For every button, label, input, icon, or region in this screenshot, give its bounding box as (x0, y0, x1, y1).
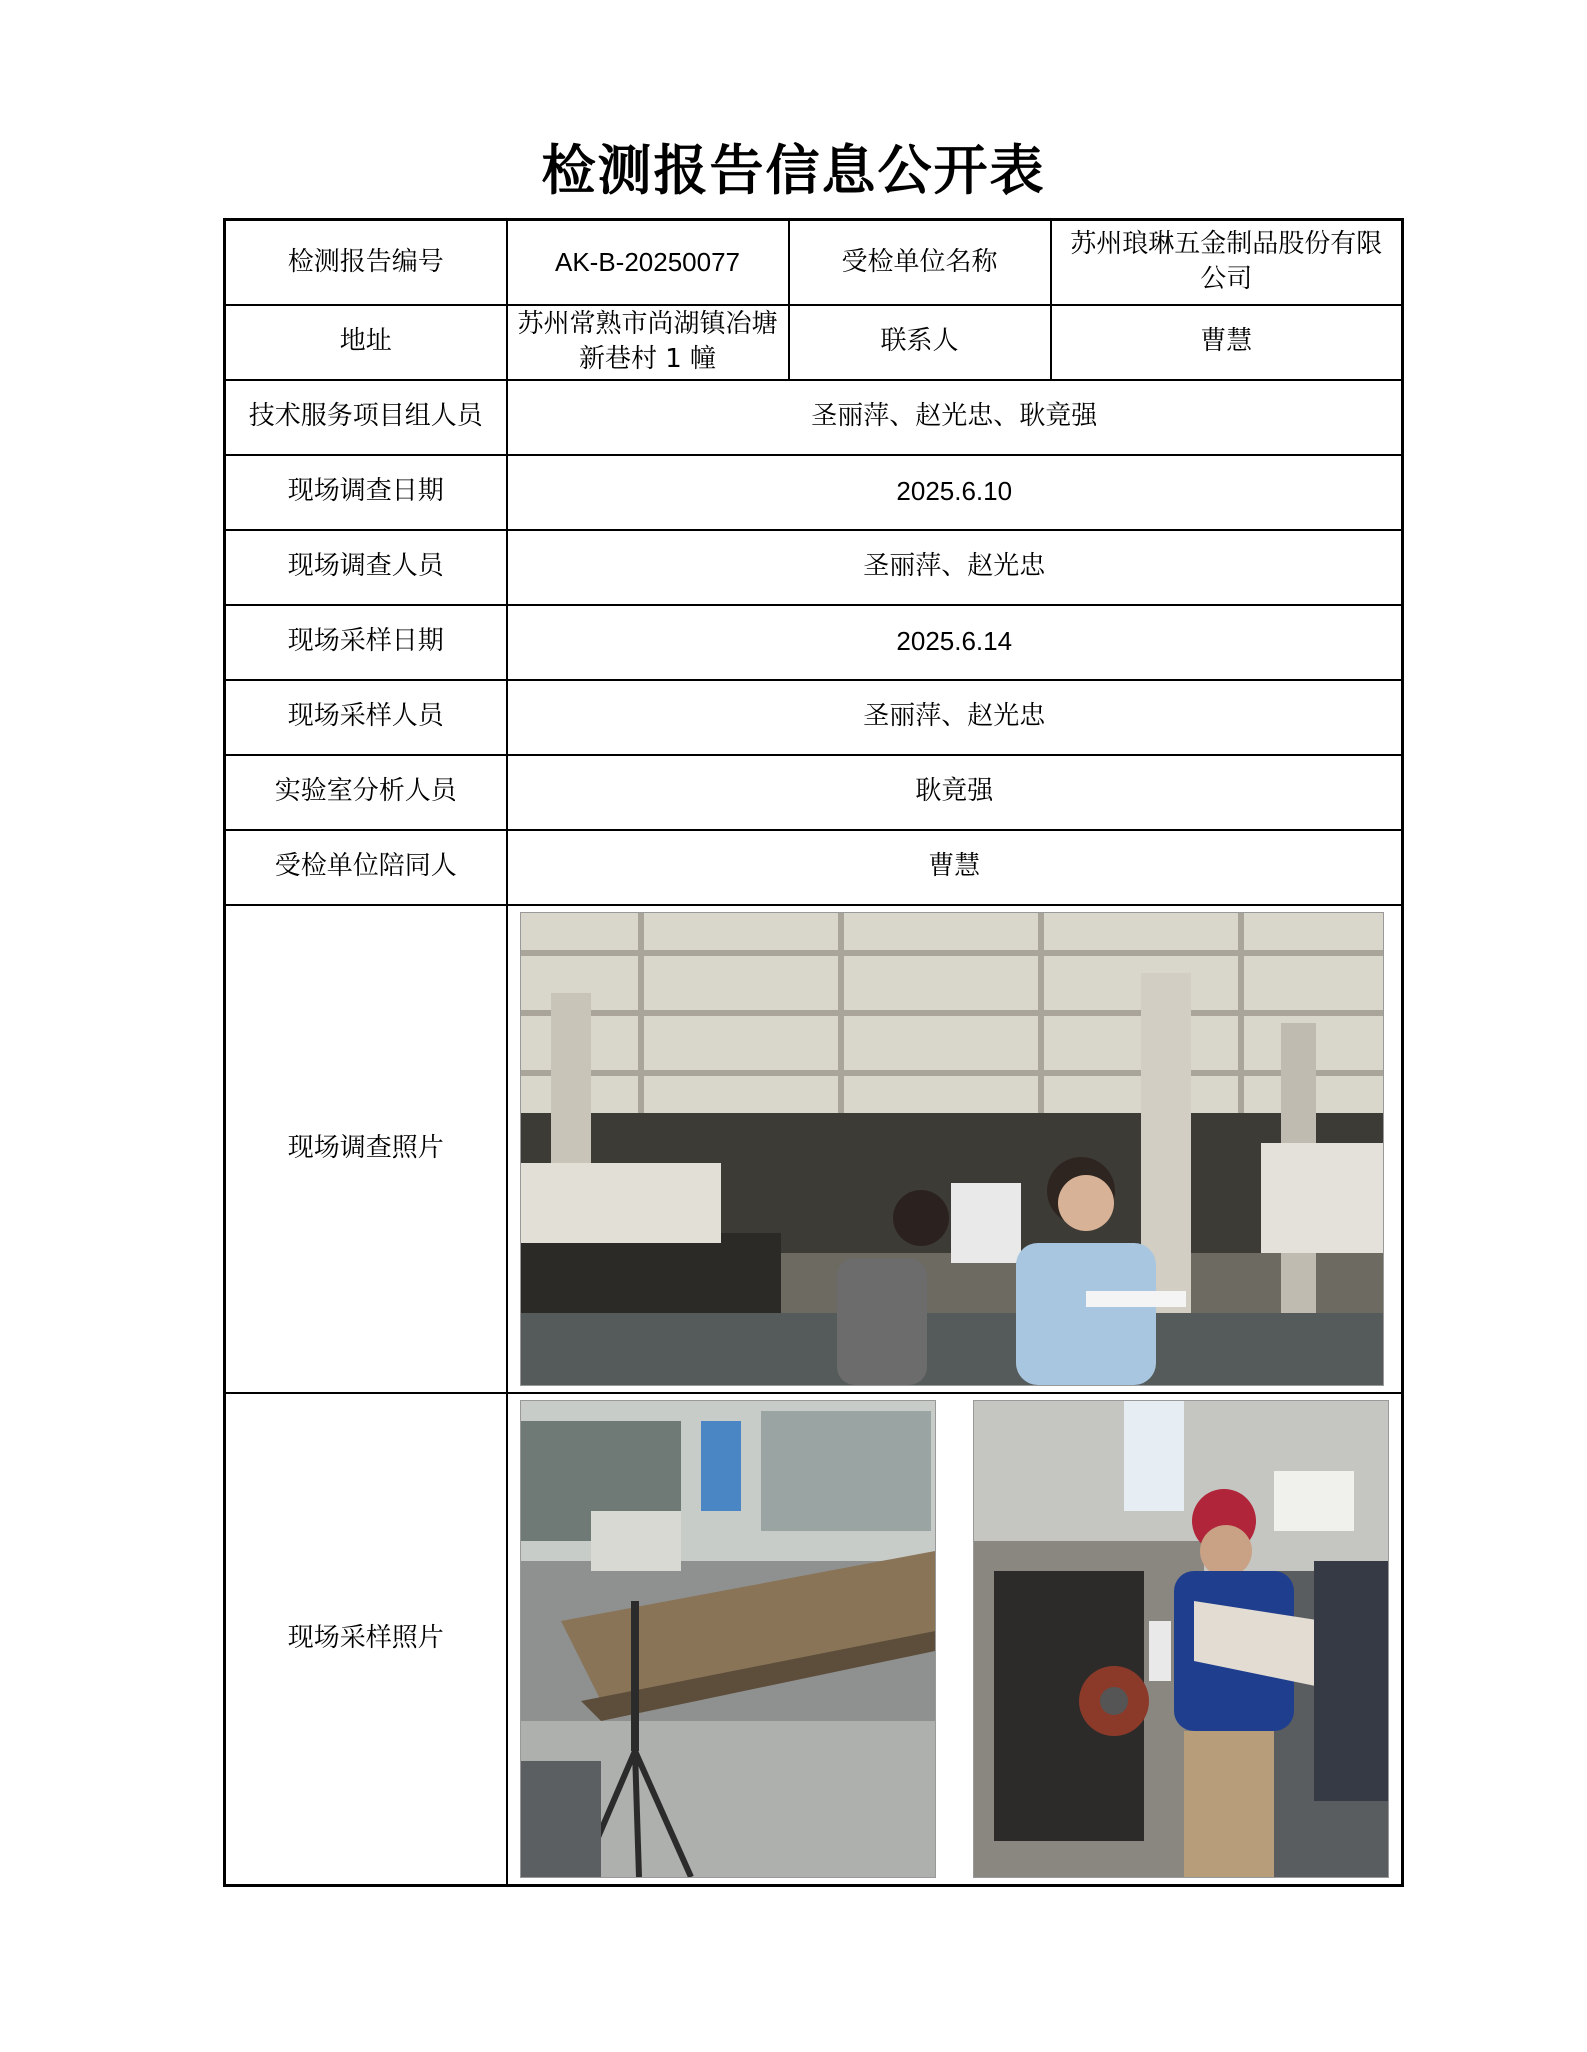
contact-label: 联系人 (789, 305, 1051, 380)
table-row (225, 305, 1403, 380)
address-label: 地址 (225, 305, 507, 380)
table-row (225, 680, 1403, 755)
sampling-staff-label: 现场采样人员 (225, 680, 507, 755)
table-row (225, 220, 1403, 305)
sampling-date-label: 现场采样日期 (225, 605, 507, 680)
survey-photo-cell (507, 905, 1403, 1393)
escort-value: 曹慧 (507, 830, 1403, 905)
sampling-photo-left (520, 1400, 936, 1878)
contact-value: 曹慧 (1051, 305, 1403, 380)
page-title: 检测报告信息公开表 (541, 139, 1046, 202)
table-row (225, 755, 1403, 830)
survey-date-label: 现场调查日期 (225, 455, 507, 530)
table-row (225, 830, 1403, 905)
report-no-value: AK-B-20250077 (507, 220, 789, 305)
table-row (225, 1393, 1403, 1886)
sampling-photo-pair (520, 1400, 1390, 1878)
survey-staff-label: 现场调查人员 (225, 530, 507, 605)
survey-photo-label: 现场调查照片 (225, 905, 507, 1393)
sampling-photo-label: 现场采样照片 (225, 1393, 507, 1886)
lab-staff-label: 实验室分析人员 (225, 755, 507, 830)
table-row (225, 905, 1403, 1393)
table-row (225, 455, 1403, 530)
unit-name-label: 受检单位名称 (789, 220, 1051, 305)
report-no-label: 检测报告编号 (225, 220, 507, 305)
report-table (223, 218, 1404, 1887)
team-value: 圣丽萍、赵光忠、耿竟强 (507, 380, 1403, 455)
escort-label: 受检单位陪同人 (225, 830, 507, 905)
survey-photo (520, 912, 1384, 1386)
table-row (225, 530, 1403, 605)
lab-staff-value: 耿竟强 (507, 755, 1403, 830)
table-row (225, 380, 1403, 455)
sampling-staff-value: 圣丽萍、赵光忠 (507, 680, 1403, 755)
address-value: 苏州常熟市尚湖镇冶塘新巷村 1 幢 (507, 305, 789, 380)
survey-date-value: 2025.6.10 (507, 455, 1403, 530)
sampling-photo-cell (507, 1393, 1403, 1886)
table-row (225, 605, 1403, 680)
sampling-date-value: 2025.6.14 (507, 605, 1403, 680)
team-label: 技术服务项目组人员 (225, 380, 507, 455)
sampling-photo-right (973, 1400, 1389, 1878)
survey-staff-value: 圣丽萍、赵光忠 (507, 530, 1403, 605)
unit-name-value: 苏州琅琳五金制品股份有限公司 (1051, 220, 1403, 305)
